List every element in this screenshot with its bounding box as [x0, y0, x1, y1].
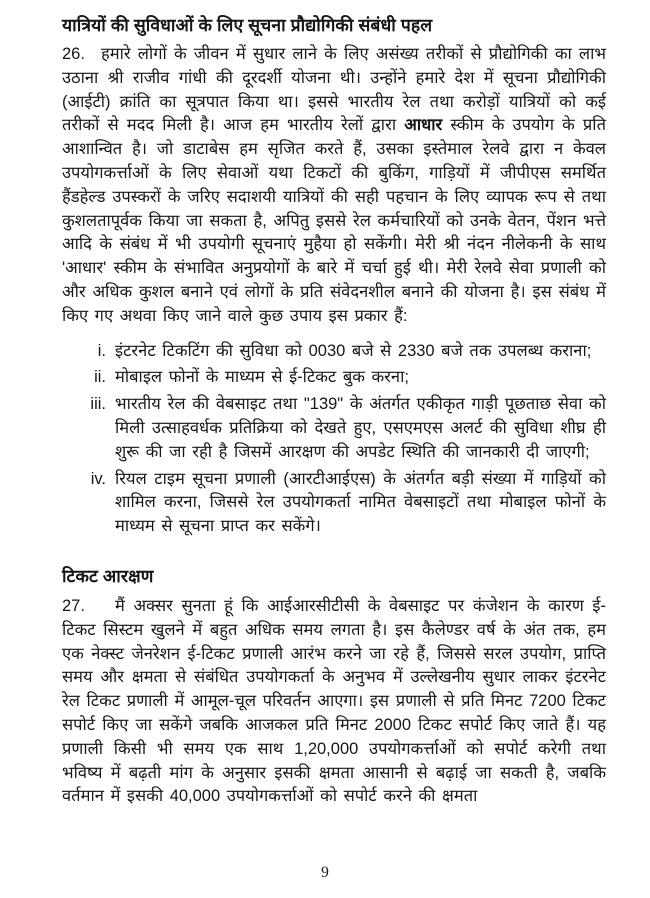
list-item-marker: i. [97, 341, 106, 360]
list-item-text: मोबाइल फोनों के माध्यम से ई-टिकट बुक करना; [115, 368, 409, 387]
list-item-marker: iii. [90, 395, 106, 414]
paragraph-27-text: मैं अक्सर सुनता हूं कि आईआरसीटीसी के वेबसाइट पर कंजेशन के कारण ई-टिकट सिस्टम खुलने में बहुत अधिक समय लगता है। इस कैलेण्डर वर्ष के अंत तक, हम एक नेक्स्ट जेनरेशन ई-टिकट प्रणाली आरंभ करने जा रहे हैं, जिससे सरल उपयोग, प्राप्ति समय और क्षमता से संबंधित उपयोगकर्ता के अनुभव में उल्लेखनीय सुधार लाकर इंटरनेट रेल टिकट प्रणाली में आमूल-चूल परिवर्तन आएगा। इस प्रणाली से प्रति मिनट 7200 टिकट सपोर्ट किए जा सकेंगे जबकि आजकल प्रति मिनट 2000 टिकट सपोर्ट किए जाते हैं। यह प्रणाली किसी भी समय एक साथ 1,20,000 उपयोगकर्त्ताओं को सपोर्ट करेगी तथा भविष्य में बढ़ती मांग के अनुसार इसकी क्षमता आसानी से बढ़ाई जा सकती है, जबकि वर्तमान में इसकी 40,000 उपयोगकर्त्ताओं को सपोर्ट करने की क्षमता [62, 596, 606, 806]
list-item [62, 393, 606, 464]
aadhaar-bold-word: आधार [404, 116, 443, 135]
measures-list [62, 340, 606, 539]
paragraph-26 [62, 43, 606, 329]
list-item [62, 366, 606, 390]
list-item-text: भारतीय रेल की वेबसाइट तथा "139" के अंतर्गत एकीकृत गाड़ी पूछताछ सेवा को मिली उत्साहवर्धक प्रतिक्रिया को देखते हुए, एसएमएस अलर्ट की सुविधा शीघ्र ही शुरू की जा रही है जिसमें आरक्षण की अपडेट स्थिति की जानकारी दी जाएगी; [115, 395, 606, 461]
list-item-text: रियल टाइम सूचना प्रणाली (आरटीआईएस) के अंतर्गत बड़ी संख्या में गाड़ियों को शामिल करना, जिससे रेल उपयोगकर्ता नामित वेबसाइटों तथा मोबाइल फोनों के माध्यम से सूचना प्राप्त कर सकेंगे। [115, 469, 606, 536]
page-number: 9 [321, 864, 329, 881]
list-item-text: इंटरनेट टिकटिंग की सुविधा को 0030 बजे से 2330 बजे तक उपलब्ध कराना; [115, 341, 592, 360]
list-item [62, 340, 606, 364]
section-heading-ticket-reservation: टिकट आरक्षण [62, 565, 154, 586]
section-heading-it-initiatives: यात्रियों की सुविधाओं के लिए सूचना प्रौद्योगिकी संबंधी पहल [62, 15, 433, 35]
paragraph-26-number: 26. [62, 45, 85, 63]
paragraph-27-number: 27. [62, 596, 85, 615]
list-item [62, 468, 606, 539]
list-item-marker: ii. [94, 368, 106, 387]
paragraph-27 [62, 595, 606, 809]
paragraph-26-text-part1: हमारे लोगों के जीवन में सुधार लाने के लिए असंख्य तरीकों से प्रौद्योगिकी का लाभ उठाना श्री राजीव गांधी की दूरदर्शी योजना थी। उन्होंने हमारे देश में सूचना प्रौद्योगिकी (आईटी) क्रांति का सूत्रपात किया था। इससे भारतीय रेल तथा करोड़ों यात्रियों को कई तरीकों से मदद मिली है। आज हम भारतीय रेलों द्वारा [62, 45, 606, 135]
paragraph-26-text-part2: स्कीम के उपयोग के प्रति आशान्वित है। जो डाटाबेस हम सृजित करते हैं, उसका इस्तेमाल रेलवे द्वारा न केवल उपयोगकर्त्ताओं के लिए सेवाओं यथा टिकटों की बुकिंग, गाड़ियों में जीपीएस समर्थित हैंडहेल्ड उपस्करों के जरिए सदाशयी यात्रियों की सही पहचान के लिए व्यापक रूप से तथा कुशलतापूर्वक किया जा सकता है, अपितु इससे रेल कर्मचारियों को उनके वेतन, पेंशन भत्ते आदि के संबंध में भी उपयोगी सूचनाएं मुहैया हो सकेंगी। मेरी श्री नंदन नीलेकनी के साथ 'आधार' स्कीम के संभावित अनुप्रयोगों के बारे में चर्चा हुई थी। मेरी रेलवे सेवा प्रणाली को और अधिक कुशल बनाने एवं लोगों के प्रति संवेदनशील बनाने की योजना है। इस संबंध में किए गए अथवा किए जाने वाले कुछ उपाय इस प्रकार हैं: [62, 116, 606, 325]
list-item-marker: iv. [90, 469, 106, 488]
